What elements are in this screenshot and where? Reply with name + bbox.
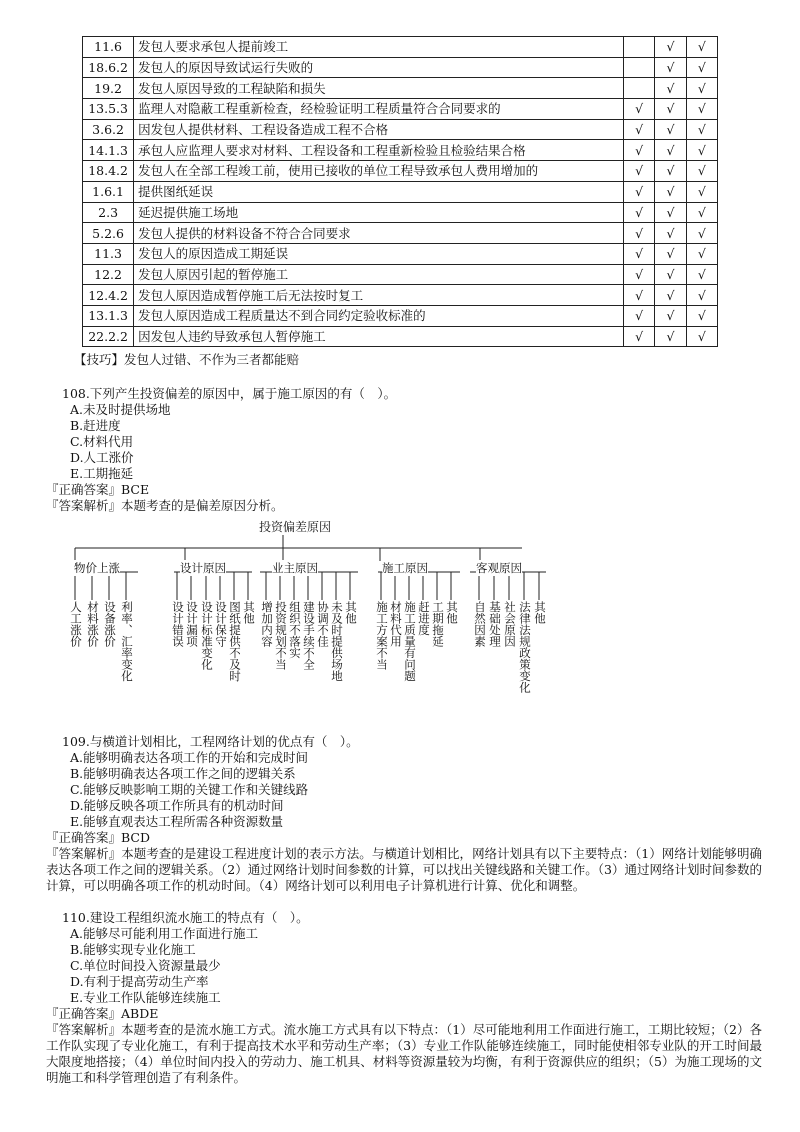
category-price-rise: 物价上涨 [74, 561, 120, 575]
leaf: 赶进度 [417, 601, 431, 636]
check-mark: √ [655, 264, 686, 285]
leaf: 法律法规政策变化 [518, 601, 532, 693]
leaf: 社会原因 [503, 601, 517, 647]
check-mark: √ [655, 57, 686, 78]
option-b: B.能够实现专业化施工 [70, 942, 196, 957]
clause-code: 19.2 [83, 78, 134, 99]
check-mark: √ [686, 223, 717, 244]
table-row [83, 99, 718, 120]
leaf: 投资规划不当 [274, 601, 288, 670]
table-row [83, 223, 718, 244]
leaf: 设备涨价 [103, 601, 117, 647]
category-design: 设计原因 [180, 561, 226, 575]
leaf: 工期拖延 [431, 601, 445, 647]
option-c: C.能够反映影响工期的关键工作和关键线路 [70, 782, 309, 797]
check-mark: √ [623, 305, 654, 326]
check-mark [623, 57, 654, 78]
check-mark: √ [655, 161, 686, 182]
clause-code: 12.2 [83, 264, 134, 285]
leaf: 其他 [242, 601, 256, 624]
table-row [83, 202, 718, 223]
leaf: 其他 [445, 601, 459, 624]
clause-code: 13.5.3 [83, 99, 134, 120]
table-row [83, 37, 718, 58]
check-mark: √ [623, 223, 654, 244]
leaf: 设计错误 [171, 601, 185, 647]
clause-description: 监理人对隐蔽工程重新检查，经检验证明工程质量符合合同要求的 [134, 99, 624, 120]
option-d: D.能够反映各项工作所具有的机动时间 [70, 798, 284, 813]
check-mark: √ [655, 326, 686, 347]
leaf: 人工涨价 [69, 601, 83, 647]
leaf: 材料涨价 [86, 601, 100, 647]
check-mark: √ [686, 243, 717, 264]
clause-code: 5.2.6 [83, 223, 134, 244]
clause-description: 发包人要求承包人提前竣工 [134, 37, 624, 58]
leaf: 图纸提供不及时 [228, 601, 242, 682]
table-row [83, 181, 718, 202]
check-mark: √ [655, 78, 686, 99]
leaf: 设计标准变化 [200, 601, 214, 670]
question-stem: 108.下列产生投资偏差的原因中，属于施工原因的有（ ）。 [62, 386, 397, 401]
check-mark: √ [655, 37, 686, 58]
question-108 [46, 386, 762, 514]
check-mark: √ [686, 119, 717, 140]
clause-description: 发包人在全部工程竣工前，使用已接收的单位工程导致承包人费用增加的 [134, 161, 624, 182]
leaf: 其他 [344, 601, 358, 624]
table-row [83, 140, 718, 161]
check-mark: √ [623, 140, 654, 161]
check-mark: √ [623, 285, 654, 306]
leaf: 利率、汇率变化 [120, 601, 134, 682]
option-e: E.能够直观表达工程所需各种资源数量 [70, 814, 284, 829]
clause-code: 22.2.2 [83, 326, 134, 347]
table-row [83, 264, 718, 285]
clause-description: 延迟提供施工场地 [134, 202, 624, 223]
clause-code: 2.3 [83, 202, 134, 223]
check-mark [623, 37, 654, 58]
clause-description: 发包人原因造成暂停施工后无法按时复工 [134, 285, 624, 306]
check-mark: √ [655, 202, 686, 223]
check-mark: √ [623, 326, 654, 347]
clause-description: 发包人原因引起的暂停施工 [134, 264, 624, 285]
check-mark: √ [623, 264, 654, 285]
question-109 [46, 734, 762, 894]
question-110 [46, 910, 762, 1086]
leaf: 自然因素 [473, 601, 487, 647]
check-mark: √ [686, 57, 717, 78]
check-mark: √ [686, 285, 717, 306]
check-mark: √ [686, 37, 717, 58]
option-b: B.能够明确表达各项工作之间的逻辑关系 [70, 766, 296, 781]
leaf: 组织不落实 [288, 601, 302, 659]
option-e: E.工期拖延 [70, 466, 134, 481]
option-c: C.单位时间投入资源量最少 [70, 958, 221, 973]
leaf: 设计漏项 [185, 601, 199, 647]
leaf: 增加内容 [260, 601, 274, 647]
diagram-root: 投资偏差原因 [259, 520, 332, 534]
leaf: 其他 [533, 601, 547, 624]
check-mark: √ [655, 119, 686, 140]
check-mark: √ [686, 78, 717, 99]
check-mark: √ [686, 305, 717, 326]
correct-answer: 『正确答案』ABDE [46, 1006, 159, 1021]
check-mark: √ [655, 99, 686, 120]
leaf: 基础处理 [488, 601, 502, 647]
check-mark: √ [686, 202, 717, 223]
clause-description: 发包人原因导致的工程缺陷和损失 [134, 78, 624, 99]
check-mark: √ [655, 181, 686, 202]
clause-code: 1.6.1 [83, 181, 134, 202]
deviation-cause-diagram [60, 516, 580, 721]
clause-code: 13.1.3 [83, 305, 134, 326]
check-mark: √ [686, 326, 717, 347]
check-mark: √ [686, 181, 717, 202]
table-row [83, 326, 718, 347]
check-mark: √ [623, 119, 654, 140]
table-row [83, 161, 718, 182]
option-d: D.有利于提高劳动生产率 [70, 974, 209, 989]
check-mark [623, 78, 654, 99]
correct-answer: 『正确答案』BCD [46, 830, 151, 845]
clause-code: 3.6.2 [83, 119, 134, 140]
leaf: 未及时提供场地 [330, 601, 344, 682]
check-mark: √ [655, 305, 686, 326]
category-owner: 业主原因 [272, 561, 318, 575]
option-e: E.专业工作队能够连续施工 [70, 990, 221, 1005]
check-mark: √ [686, 264, 717, 285]
leaf: 材料代用 [389, 601, 403, 647]
clause-description: 发包人的原因造成工期延误 [134, 243, 624, 264]
correct-answer: 『正确答案』BCE [46, 482, 150, 497]
check-mark: √ [655, 223, 686, 244]
answer-analysis: 『答案解析』本题考查的是建设工程进度计划的表示方法。与横道计划相比，网络计划具有以下主要特点：（1）网络计划能够明确表达各项工作之间的逻辑关系。（2）通过网络计划时间参数的计算，可以找出关键线路和关键工作。（3）通过网络计划时间参数的计算，可以明确各项工作的机动时间。（4）网络计划可以利用电子计算机进行计算、优化和调整。 [46, 846, 762, 893]
leaf: 建设手续不全 [302, 601, 316, 670]
option-a: A.能够尽可能利用工作面进行施工 [70, 926, 259, 941]
check-mark: √ [655, 243, 686, 264]
answer-analysis: 『答案解析』本题考查的是偏差原因分析。 [46, 498, 284, 513]
option-d: D.人工涨价 [70, 450, 134, 465]
clause-code: 11.3 [83, 243, 134, 264]
leaf: 设计保守 [214, 601, 228, 647]
check-mark: √ [623, 161, 654, 182]
clause-description: 发包人的原因导致试运行失败的 [134, 57, 624, 78]
question-stem: 109.与横道计划相比，工程网络计划的优点有（ ）。 [62, 734, 359, 749]
category-objective: 客观原因 [476, 561, 522, 575]
check-mark: √ [655, 140, 686, 161]
tip-note: 【技巧】发包人过错、不作为三者都能赔 [74, 352, 300, 367]
answer-analysis: 『答案解析』本题考查的是流水施工方式。流水施工方式具有以下特点：（1）尽可能地利用工作面进行施工，工期比较短；（2）各工作队实现了专业化施工，有利于提高技术水平和劳动生产率；（3）专业工作队能够连续施工，同时能使相邻专业队的开工时间最大限度地搭接；（4）单位时间内投入的劳动力、施工机具、材料等资源量较为均衡，有利于资源供应的组织；（5）为施工现场的文明施工和科学管理创造了有利条件。 [46, 1022, 762, 1085]
clause-description: 承包人应监理人要求对材料、工程设备和工程重新检验且检验结果合格 [134, 140, 624, 161]
check-mark: √ [655, 285, 686, 306]
check-mark: √ [686, 99, 717, 120]
question-stem: 110.建设工程组织流水施工的特点有（ ）。 [62, 910, 309, 925]
option-c: C.材料代用 [70, 434, 134, 449]
option-b: B.赶进度 [70, 418, 121, 433]
check-mark: √ [623, 202, 654, 223]
leaf: 施工质量有问题 [403, 601, 417, 682]
clause-code: 18.4.2 [83, 161, 134, 182]
clause-description: 因发包人提供材料、工程设备造成工程不合格 [134, 119, 624, 140]
leaf: 协调不佳 [316, 601, 330, 647]
clause-code: 18.6.2 [83, 57, 134, 78]
clause-description: 发包人提供的材料设备不符合合同要求 [134, 223, 624, 244]
check-mark: √ [686, 140, 717, 161]
clause-code: 12.4.2 [83, 285, 134, 306]
check-mark: √ [686, 161, 717, 182]
check-mark: √ [623, 243, 654, 264]
option-a: A.能够明确表达各项工作的开始和完成时间 [70, 750, 309, 765]
table-row [83, 57, 718, 78]
leaf: 施工方案不当 [375, 601, 389, 670]
clause-code: 14.1.3 [83, 140, 134, 161]
table-row [83, 305, 718, 326]
table-row [83, 285, 718, 306]
table-row [83, 78, 718, 99]
category-construction: 施工原因 [382, 561, 428, 575]
check-mark: √ [623, 99, 654, 120]
clause-code: 11.6 [83, 37, 134, 58]
clause-table [82, 36, 718, 347]
table-row [83, 243, 718, 264]
clause-description: 提供图纸延误 [134, 181, 624, 202]
clause-description: 因发包人违约导致承包人暂停施工 [134, 326, 624, 347]
table-row [83, 119, 718, 140]
check-mark: √ [623, 181, 654, 202]
clause-description: 发包人原因造成工程质量达不到合同约定验收标准的 [134, 305, 624, 326]
option-a: A.未及时提供场地 [70, 402, 171, 417]
